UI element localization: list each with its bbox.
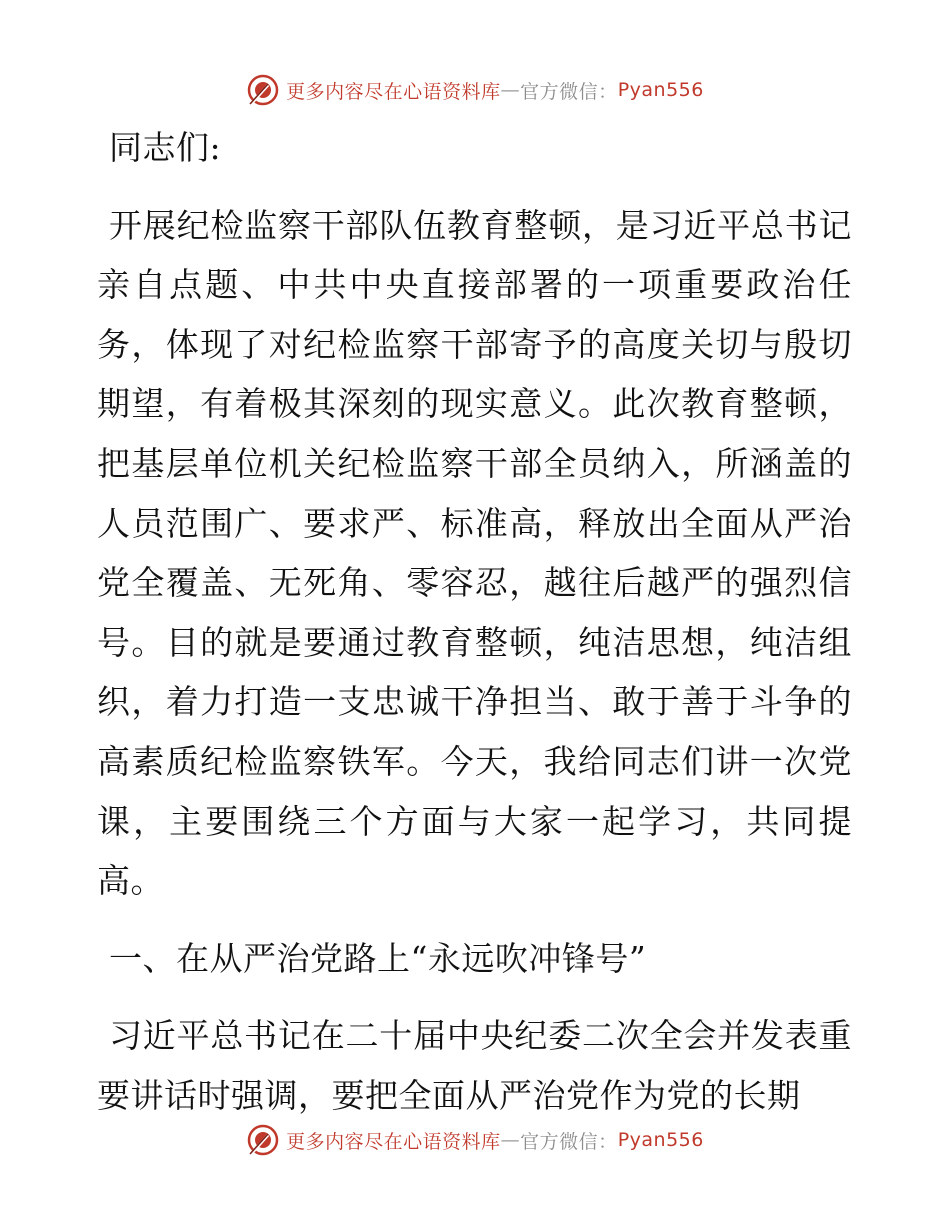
watermark-wechat-id: Pyan556 — [617, 1129, 704, 1151]
document-body — [97, 118, 852, 1126]
watermark-brand-text: 更多内容尽在心语资料库 — [286, 80, 501, 103]
header-watermark — [0, 70, 950, 110]
footer-watermark — [0, 1120, 950, 1160]
greeting: 同志们: — [109, 128, 222, 167]
paragraph-section-1: 习近平总书记在二十届中央纪委二次全会并发表重要讲话时强调，要把全面从严治党作为党的长期 — [97, 1016, 852, 1115]
watermark-separator: — — [500, 1129, 521, 1151]
watermark-wechat-id: Pyan556 — [617, 79, 704, 101]
seal-pen-icon — [246, 1123, 280, 1157]
section-heading-1: 一、在从严治党路上“永远吹冲锋号” — [109, 938, 647, 978]
paragraph-intro: 开展纪检监察干部队伍教育整顿，是习近平总书记亲自点题、中共中央直接部署的一项重要政治任务，体现了对纪检监察干部寄予的高度关切与殷切期望，有着极其深刻的现实意义。此次教育整顿，把基层单位机关纪检监察干部全员纳入，所涵盖的人员范围广、要求严、标准高，释放出全面从严治党全覆盖、无死角、零容忍，越往后越严的强烈信号。目的就是要通过教育整顿，纯洁思想，纯洁组织，着力打造一支忠诚干净担当、敢于善于斗争的高素质纪检监察铁军。今天，我给同志们讲一次党课，主要围绕三个方面与大家一起学习，共同提高。 — [97, 205, 852, 901]
seal-pen-icon — [246, 73, 280, 107]
watermark-brand-text: 更多内容尽在心语资料库 — [286, 1130, 501, 1153]
watermark-label: 官方微信： — [520, 80, 618, 103]
watermark-label: 官方微信： — [520, 1130, 618, 1153]
watermark-separator: — — [500, 79, 521, 101]
